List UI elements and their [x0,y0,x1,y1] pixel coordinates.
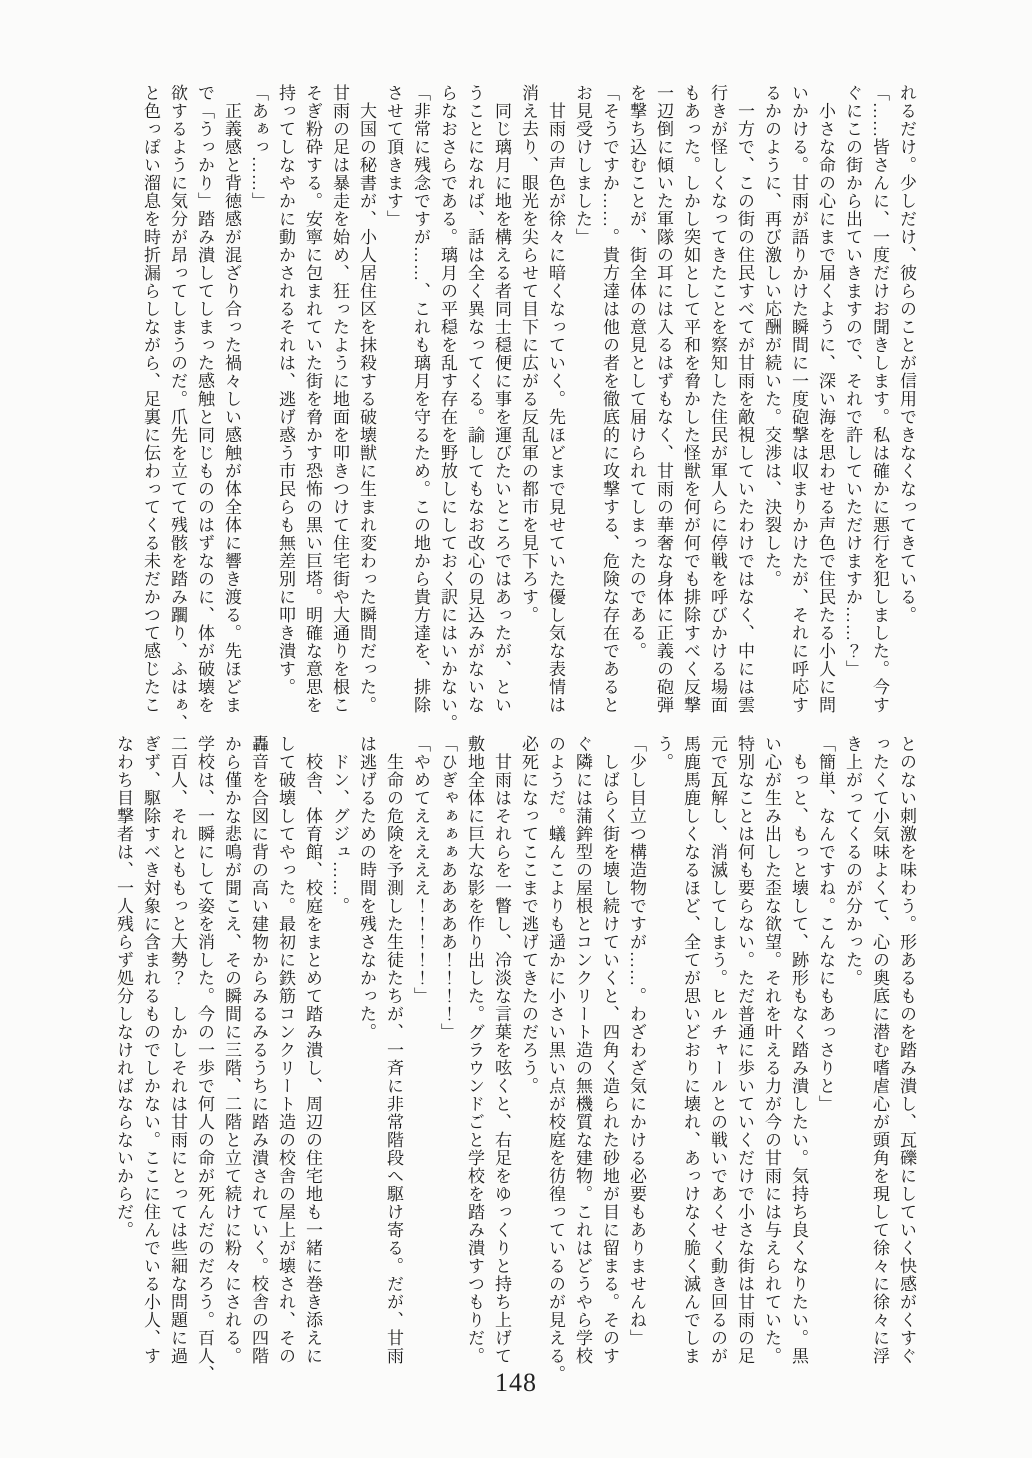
text-line: う。 [654,735,673,771]
text-line: 敷地全体に巨大な影を作り出した。グラウンドごと学校を踏み潰すつもりだ。 [465,735,484,1365]
text-line: 轟音を合図に背の高い建物からみるみるうちに踏み潰されていく。校舎の四階 [249,735,268,1365]
text-line: い心が生み出した歪な欲望。それを叶える力が今の甘雨には与えられていた。 [762,735,781,1365]
text-line: そぎ粉砕する。安寧に包まれていた街を脅かす恐怖の黒い巨塔。明確な意思を [303,84,322,714]
text-line: で「うっかり」踏み潰してしまった感触と同じもののはずなのに、体が破壊を [195,84,214,714]
text-line: 大国の秘書が、小人居住区を抹殺する破壊獣に生まれ変わった瞬間だった。 [357,84,376,714]
text-line: 校舎、体育館、校庭をまとめて踏み潰し、周辺の住宅地も一緒に巻き添えに [303,735,322,1365]
text-line: 特別なことは何も要らない。ただ普通に歩いていくだけで小さな街は甘雨の足 [735,735,754,1365]
text-block-bottom [110,735,920,1383]
text-line: させて頂きます」 [384,84,403,228]
text-line: 元で瓦解し、消滅してしまう。ヒルチャールとの戦いであくせく動き回るのが [708,735,727,1365]
text-line: は逃げるための時間を残さなかった。 [357,735,376,1041]
text-line: 正義感と背徳感が混ざり合った禍々しい感触が体全体に響き渡る。先ほどま [222,84,241,714]
text-line: れるだけ。少しだけ、彼らのことが信用できなくなってきている。 [897,84,916,624]
text-line: もあった。しかし突如として平和を脅かした怪獣を何が何でも排除すべく反撃 [681,84,700,714]
page-number: 148 [495,1368,537,1397]
text-line: ぐ隣には蒲鉾型の屋根とコンクリート造の無機質な建物。これはどうやら学校 [573,735,592,1365]
text-line: 小さな命の心にまで届くように、深い海を思わせる声色で住民たる小人に問 [816,84,835,714]
text-line: 「少し目立つ構造物ですが……。わざわざ気にかける必要もありませんね」 [627,735,646,1347]
text-line: 必死になってここまで逃げてきたのだろう。 [519,735,538,1095]
text-line: ったくて小気味よくて、心の奥底に潜む嗜虐心が頭角を現して徐々に徐々に浮 [870,735,889,1365]
text-line: 欲するように気分が昂ってしまうのだ。爪先を立てて残骸を踏み躙り、ふはぁ、 [168,84,187,732]
text-line: と色っぽい溜息を時折漏らしながら、足裏に伝わってくる未だかつて感じたこ [141,84,160,714]
text-line: き上がってくるのが分かった。 [843,735,862,987]
text-line: るかのように、再び激しい応酬が続いた。交渉は、決裂した。 [762,84,781,588]
text-line: 「あぁっ……」 [249,84,268,210]
text-line: 行きが怪しくなってきたことを察知した住民が軍人らに停戦を呼びかける場面 [708,84,727,714]
text-line: して破壊してやった。最初に鉄筋コンクリート造の校舎の屋上が壊され、その [276,735,295,1365]
text-line: ドン、グジュ……。 [330,735,349,915]
text-line: しばらく街を壊し続けていくと、四角く造られた砂地が目に留まる。そのす [600,735,619,1365]
text-line: とのない刺激を味わう。形あるものを踏み潰し、瓦礫にしていく快感がくすぐ [897,735,916,1365]
text-line: 生命の危険を予測した生徒たちが、一斉に非常階段へ駆け寄る。だが、甘雨 [384,735,403,1365]
text-line: なわち目撃者は、一人残らず処分しなければならないからだ。 [114,735,133,1239]
text-line: 「やめてえええええ！！！！！」 [411,735,430,1005]
text-line: から僅かな悲鳴が聞こえ、その瞬間に三階、二階と立て続けに粉々にされる。 [222,735,241,1365]
text-line: 一方で、この街の住民すべてが甘雨を敵視していたわけではなく、中には雲 [735,84,754,714]
text-line: 同じ璃月に地を構える者同士穏便に事を運びたいところではあったが、とい [492,84,511,714]
text-line: 「非常に残念ですが……、これも璃月を守るため。この地から貴方達を、排除 [411,84,430,714]
text-line: 甘雨はそれらを一瞥し、冷淡な言葉を呟くと、右足をゆっくりと持ち上げて [492,735,511,1365]
text-line: 甘雨の足は暴走を始め、狂ったように地面を叩きつけて住宅街や大通りを根こ [330,84,349,714]
text-line: を撃ち込むことが、街全体の意見として届けられてしまったのである。 [627,84,646,660]
text-line: 「簡単、なんですね。こんなにもあっさりと」 [816,735,835,1113]
text-line: 甘雨の声色が徐々に暗くなっていく。先ほどまで見せていた優し気な表情は [546,84,565,714]
text-line: 「そうですか……。貴方達は他の者を徹底的に攻撃する、危険な存在であると [600,84,619,714]
text-line: のようだ。蟻んこよりも遥かに小さい黒い点が校庭を彷徨っているのが見える。 [546,735,565,1383]
text-line: 学校は、一瞬にして姿を消した。今の一歩で何人の命が死んだのだろう。百人、 [195,735,214,1383]
text-line: ぎず、駆除すべき対象に含まれるものでしかない。ここに住んでいる小人、す [141,735,160,1365]
text-block-top [137,84,920,732]
text-line: うことになれば、話は全く異なってくる。諭してもなお改心の見込みがないな [465,84,484,714]
text-line: 消え去り、眼光を尖らせて目下に広がる反乱軍の都市を見下ろす。 [519,84,538,624]
text-line: お見受けしました」 [573,84,592,246]
text-line: 馬鹿馬鹿しくなるほど、全てが思いどおりに壊れ、あっけなく脆く滅んでしま [681,735,700,1365]
text-line: 「……皆さんに、一度だけお聞きします。私は確かに悪行を犯しました。今す [870,84,889,714]
text-line: 持ってしなやかに動かされるそれは、逃げ惑う市民らも無差別に叩き潰す。 [276,84,295,696]
text-line: 「ひぎゃぁぁぁあああああ！！！！」 [438,735,457,1041]
text-line: もっと、もっと壊して、跡形もなく踏み潰したい。気持ち良くなりたい。黒 [789,735,808,1365]
text-line: 一辺倒に傾いた軍隊の耳には入るはずもなく、甘雨の華奢な身体に正義の砲弾 [654,84,673,714]
text-line: ぐにこの街から出ていきますので、それで許していただけますか……？」 [843,84,862,678]
text-line: らなおさらである。璃月の平穏を乱す存在を野放しにしておく訳にはいかない。 [438,84,457,732]
text-line: いかける。甘雨が語りかけた瞬間に一度砲撃は収まりかけたが、それに呼応す [789,84,808,714]
text-line: 二百人、それとももっと大勢？ しかしそれは甘雨にとっては些細な問題に過 [168,735,187,1365]
